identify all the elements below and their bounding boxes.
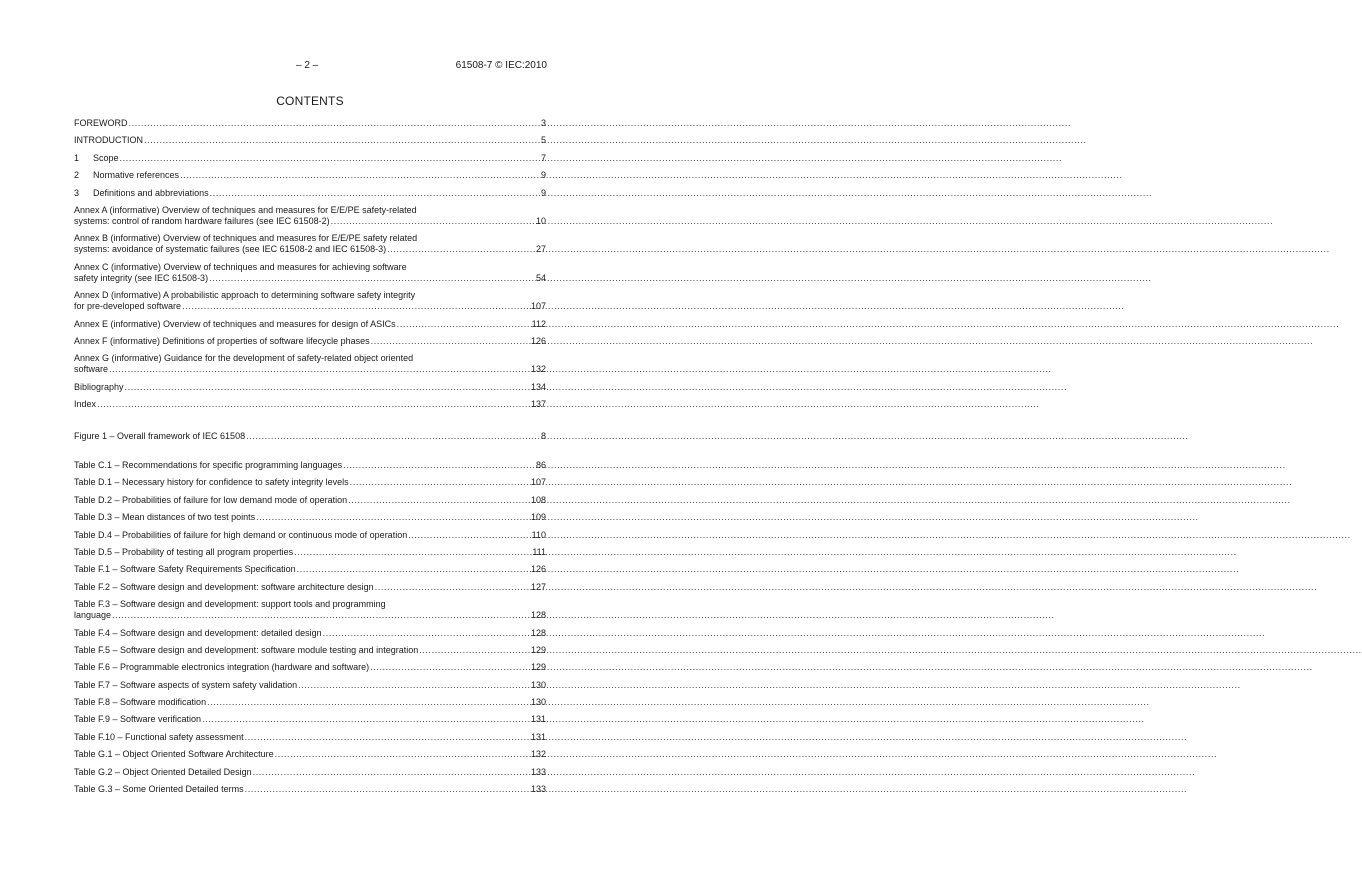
dot-leader [246,431,540,442]
toc-page-number: 129 [530,644,546,655]
toc-entry-text-line1: Annex C (informative) Overview of techniques and measures for achieving software [74,261,407,272]
table-entry[interactable] [74,530,546,541]
toc-entry-title: Scope [93,152,119,163]
toc-entry-title: Table F.9 – Software verification [74,714,202,725]
dot-leader [275,749,530,760]
figure-entry[interactable] [74,431,546,442]
dot-leader [387,244,535,255]
table-entry[interactable] [74,732,546,743]
toc-clause-number: 2 [74,170,80,181]
dot-leader [182,301,530,312]
toc-entry[interactable] [74,118,546,129]
toc-tables-list [74,460,546,801]
toc-entry-text-line1: Annex B (informative) Overview of techniques and measures for E/E/PE safety related [74,233,418,244]
dot-leader [245,784,530,795]
table-entry[interactable] [74,767,546,778]
toc-entry-title: INTRODUCTION [74,135,143,146]
toc-entry[interactable] [74,262,546,284]
toc-entry-text-line1: Annex A (informative) Overview of techniques and measures for E/E/PE safety-related [74,204,417,215]
toc-entry-title: Table D.4 – Probabilities of failure for high demand or continuous mode of operation [74,529,408,540]
dot-leader [129,118,540,129]
toc-page-number: 131 [530,714,546,725]
toc-entry-title: FOREWORD [74,118,128,128]
dot-leader [144,135,540,146]
toc-page-number: 7 [540,152,546,163]
table-entry[interactable] [74,477,546,488]
dot-leader [343,460,535,471]
toc-entry-title: Figure 1 – Overall framework of IEC 61508 [74,431,246,441]
dot-leader [323,628,530,639]
toc-entry-title: safety integrity (see IEC 61508-3) [74,272,209,283]
toc-entry-title: Table G.2 – Object Oriented Detailed Design [74,766,252,777]
page-number: – 2 – [296,60,319,71]
dot-leader [348,495,530,506]
toc-entry-title: Definitions and abbreviations [93,187,209,198]
dot-leader [298,680,530,691]
toc-entry[interactable] [74,399,546,410]
toc-entry[interactable] [74,353,546,375]
dot-leader [210,188,540,199]
dot-leader [397,319,531,330]
toc-entry-text-line1: Table F.3 – Software design and development: support tools and programming [74,599,386,610]
toc-entry-title: Index [74,399,97,410]
toc-page-number: 3 [540,118,546,128]
toc-entry-title: Table F.7 – Software aspects of system safety validation [74,679,298,690]
toc-entry-title: Annex E (informative) Overview of techniques and measures for design of ASICs [74,318,396,329]
toc-page-number: 10 [535,215,546,226]
dot-leader [97,399,530,410]
dot-leader [207,697,530,708]
toc-page-number: 111 [532,546,546,557]
table-entry[interactable] [74,749,546,760]
toc-entry[interactable] [74,336,546,347]
toc-page-number: 110 [531,529,546,540]
toc-entry-text-line1: Annex G (informative) Guidance for the development of safety-related object oriented [74,353,414,364]
table-entry[interactable] [74,547,546,558]
table-entry[interactable] [74,784,546,795]
toc-entry-title: Table G.3 – Some Oriented Detailed terms [74,784,244,795]
dot-leader [297,564,530,575]
table-entry[interactable] [74,662,546,673]
toc-entry[interactable] [74,188,546,199]
toc-entry-title: Normative references [93,170,180,181]
toc-entry-title: language [74,610,112,621]
toc-entry[interactable] [74,135,546,146]
toc-page-number: 134 [530,381,546,392]
toc-page-number: 109 [530,512,546,523]
toc-entry-title: Table D.2 – Probabilities of failure for low demand mode of operation [74,494,348,505]
toc-clause-number: 3 [74,187,80,198]
toc-entry[interactable] [74,205,546,227]
toc-page-number: 107 [530,477,546,488]
toc-page-number: 107 [530,301,546,312]
toc-entry-title: Table F.2 – Software design and development: software architecture design [74,581,374,592]
table-entry[interactable] [74,599,546,621]
dot-leader [120,153,540,164]
table-entry[interactable] [74,512,546,523]
toc-clause-number: 1 [74,152,80,163]
toc-entry-title: Table D.1 – Necessary history for confidence to safety integrity levels [74,477,349,488]
standard-reference: 61508-7 © IEC:2010 [455,60,547,71]
toc-page-number: 131 [530,731,546,742]
toc-entry-title: Table F.1 – Software Safety Requirements Specification [74,564,296,575]
toc-page-number: 128 [530,610,546,621]
dot-leader [419,645,530,656]
dot-leader [253,767,530,778]
toc-page-number: 133 [530,766,546,777]
toc-page-number: 8 [540,431,546,441]
toc-entry-title: Bibliography [74,381,124,392]
table-entry[interactable] [74,697,546,708]
toc-page-number: 108 [530,494,546,505]
toc-entry-title: Table F.8 – Software modification [74,697,207,708]
table-entry[interactable] [74,714,546,725]
toc-entry[interactable] [74,290,546,312]
toc-entry-title: Table C.1 – Recommendations for specific programming languages [74,460,343,470]
toc-page-number: 86 [535,460,546,470]
table-entry[interactable] [74,460,546,471]
toc-page-number: 9 [540,170,546,181]
toc-page-number: 132 [530,364,546,375]
dot-leader [109,364,530,375]
toc-entry[interactable] [74,233,546,255]
dot-leader [180,170,540,181]
toc-entry-title: Table D.5 – Probability of testing all program properties [74,546,294,557]
toc-page-number: 137 [530,399,546,410]
dot-leader [408,530,530,541]
toc-page-number: 128 [530,627,546,638]
toc-entry-title: systems: control of random hardware failures (see IEC 61508-2) [74,215,330,226]
table-entry[interactable] [74,628,546,639]
toc-page-number: 9 [540,187,546,198]
toc-entry-title: software [74,364,109,375]
toc-entry[interactable] [74,153,546,164]
document-page [0,0,620,877]
dot-leader [370,662,530,673]
toc-figures-list [74,431,546,448]
toc-page-number: 126 [530,335,546,346]
toc-page-number: 5 [540,135,546,146]
toc-page-number: 54 [535,272,546,283]
toc-page-number: 129 [530,662,546,673]
dot-leader [209,273,535,284]
toc-entry-title: Table F.5 – Software design and development: software module testing and integration [74,644,419,655]
dot-leader [112,610,530,621]
toc-page-number: 130 [530,679,546,690]
toc-entry-title: Table D.3 – Mean distances of two test points [74,512,256,523]
toc-page-number: 130 [530,697,546,708]
dot-leader [350,477,530,488]
toc-page-number: 132 [530,749,546,760]
toc-entry[interactable] [74,382,546,393]
dot-leader [371,336,530,347]
toc-page-number: 112 [531,318,546,329]
dot-leader [202,714,530,725]
toc-page-number: 133 [530,784,546,795]
toc-entry-title: Annex F (informative) Definitions of properties of software lifecycle phases [74,335,370,346]
toc-page-number: 127 [530,581,546,592]
toc-entry-text-line1: Annex D (informative) A probabilistic approach to determining software safety integrity [74,290,416,301]
dot-leader [245,732,530,743]
toc-entry-title: for pre-developed software [74,301,182,312]
table-entry[interactable] [74,645,546,656]
dot-leader [375,582,530,593]
table-entry[interactable] [74,495,546,506]
toc-entry[interactable] [74,170,546,181]
toc-entry-title: Table G.1 – Object Oriented Software Architecture [74,749,274,760]
dot-leader [331,216,535,227]
table-entry[interactable] [74,582,546,593]
toc-main-list [74,118,546,416]
toc-entry-title: Table F.4 – Software design and development: detailed design [74,627,322,638]
toc-entry[interactable] [74,319,546,330]
toc-entry-title: systems: avoidance of systematic failures (see IEC 61508-2 and IEC 61508-3) [74,244,387,255]
table-entry[interactable] [74,564,546,575]
toc-page-number: 27 [535,244,546,255]
toc-entry-title: Table F.6 – Programmable electronics integration (hardware and software) [74,662,370,673]
table-entry[interactable] [74,680,546,691]
dot-leader [125,382,530,393]
toc-page-number: 126 [530,564,546,575]
toc-entry-title: Table F.10 – Functional safety assessment [74,731,244,742]
dot-leader [256,512,530,523]
dot-leader [294,547,531,558]
contents-heading: CONTENTS [276,94,344,108]
